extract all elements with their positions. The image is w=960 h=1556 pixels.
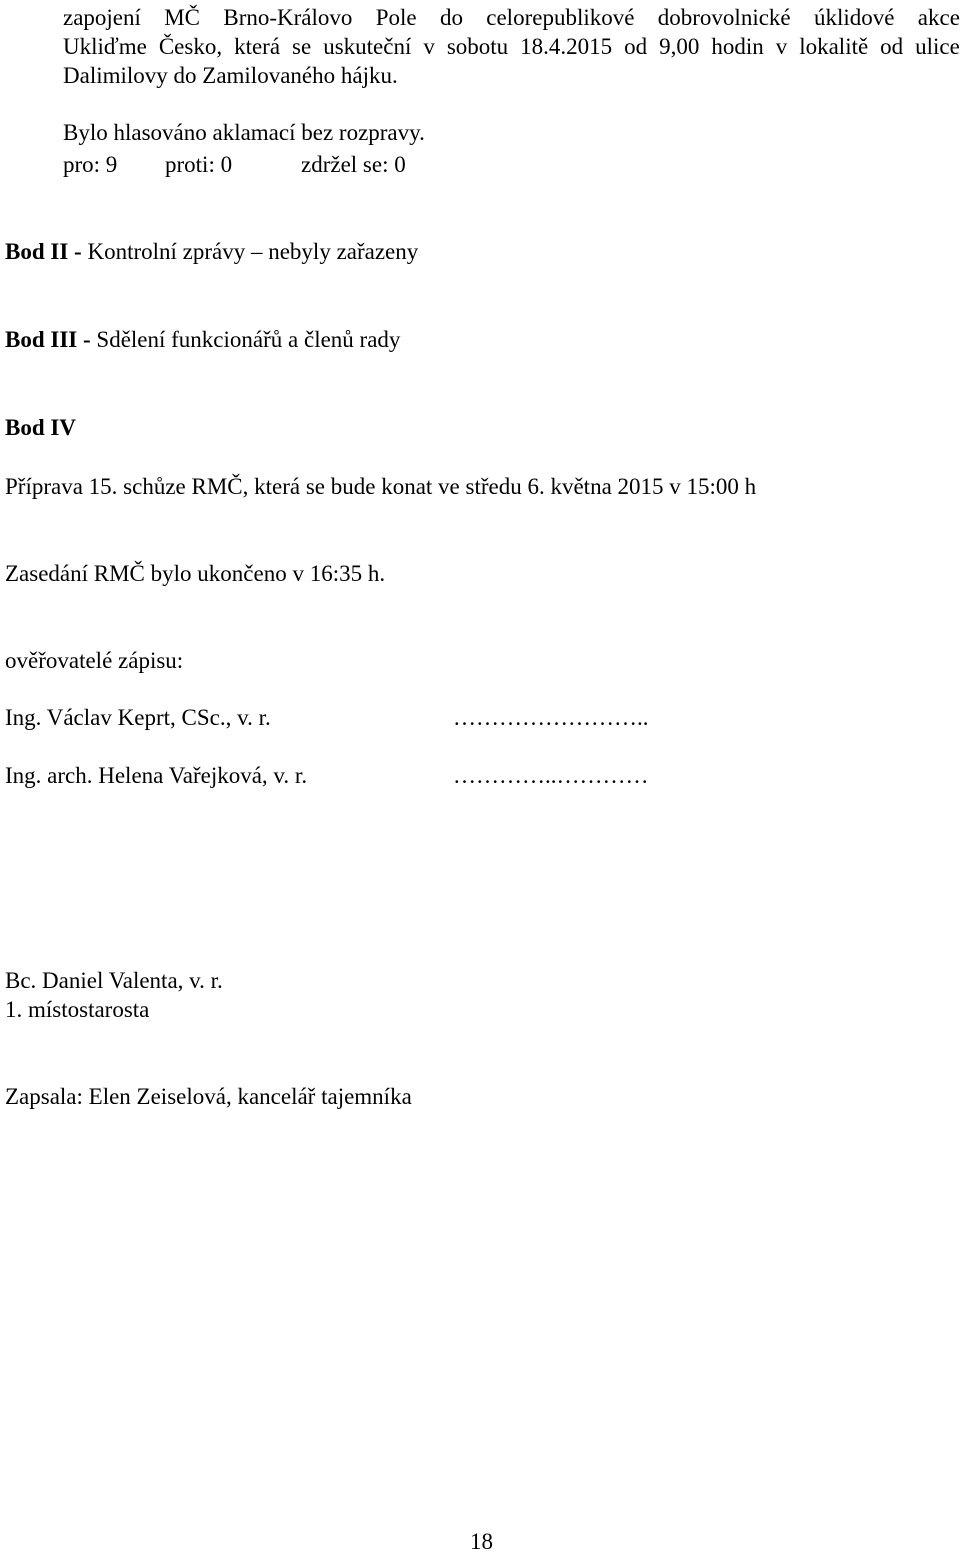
word: v: [423, 34, 435, 59]
word: lokalitě: [799, 34, 869, 59]
word: 9,00: [659, 34, 700, 59]
word: sobotu: [446, 34, 509, 59]
signatory-name: Bc. Daniel Valenta, v. r.: [5, 968, 223, 993]
word: od: [624, 34, 648, 59]
word: Brno-Královo: [223, 5, 353, 30]
agenda-item-2: [5, 237, 418, 266]
verifier-1-signature-line: ……………………..: [453, 705, 649, 730]
word: celorepublikové: [486, 5, 635, 30]
word: úklidové: [813, 5, 895, 30]
agenda-item-3: [5, 325, 400, 354]
word: ulice: [915, 34, 960, 59]
word: od: [880, 34, 904, 59]
agenda-item-3-label: Bod III -: [5, 327, 91, 352]
word: do: [439, 5, 463, 30]
agenda-item-3-text: Sdělení funkcionářů a členů rady: [90, 327, 401, 352]
recorder-line: Zapsala: Elen Zeiselová, kancelář tajemníka: [5, 1084, 412, 1109]
resolution-line-3: Dalimilovy do Zamilovaného hájku.: [63, 63, 398, 88]
verifier-1-name: Ing. Václav Keprt, CSc., v. r.: [5, 705, 271, 730]
word: MČ: [164, 5, 201, 30]
word: Pole: [375, 5, 417, 30]
agenda-item-4-text: Příprava 15. schůze RMČ, která se bude konat ve středu 6. května 2015 v 15:00 h: [5, 474, 757, 499]
word: uskuteční: [323, 34, 412, 59]
agenda-item-2-text: Kontrolní zprávy – nebyly zařazeny: [81, 239, 419, 264]
vote-method: Bylo hlasováno aklamací bez rozpravy.: [63, 120, 425, 145]
resolution-line-1: [63, 3, 960, 32]
word: Česko,: [158, 34, 223, 59]
verifier-2-name: Ing. arch. Helena Vařejková, v. r.: [5, 763, 308, 788]
word: Ukliďme: [63, 34, 147, 59]
word: v: [775, 34, 788, 59]
vote-zdrzel: zdržel se: 0: [301, 152, 406, 177]
agenda-item-2-label: Bod II -: [5, 239, 82, 264]
closing-statement: Zasedání RMČ bylo ukončeno v 16:35 h.: [5, 561, 386, 586]
word: 18.4.2015: [520, 34, 613, 59]
word: hodin: [711, 34, 764, 59]
vote-pro: pro: 9: [63, 152, 118, 177]
word: dobrovolnické: [657, 5, 791, 30]
verifiers-heading: ověřovatelé zápisu:: [5, 648, 184, 673]
page-number: 18: [470, 1529, 493, 1554]
word: zapojení: [63, 5, 141, 30]
word: se: [292, 34, 312, 59]
word: která: [234, 34, 281, 59]
agenda-item-4-label: Bod IV: [5, 415, 76, 440]
resolution-line-2: [63, 32, 960, 61]
vote-proti: proti: 0: [165, 152, 233, 177]
word: akce: [917, 5, 960, 30]
resolution-paragraph: [63, 3, 960, 90]
signatory-title: 1. místostarosta: [5, 997, 150, 1022]
verifier-2-signature-line: …………..…………: [453, 763, 649, 788]
